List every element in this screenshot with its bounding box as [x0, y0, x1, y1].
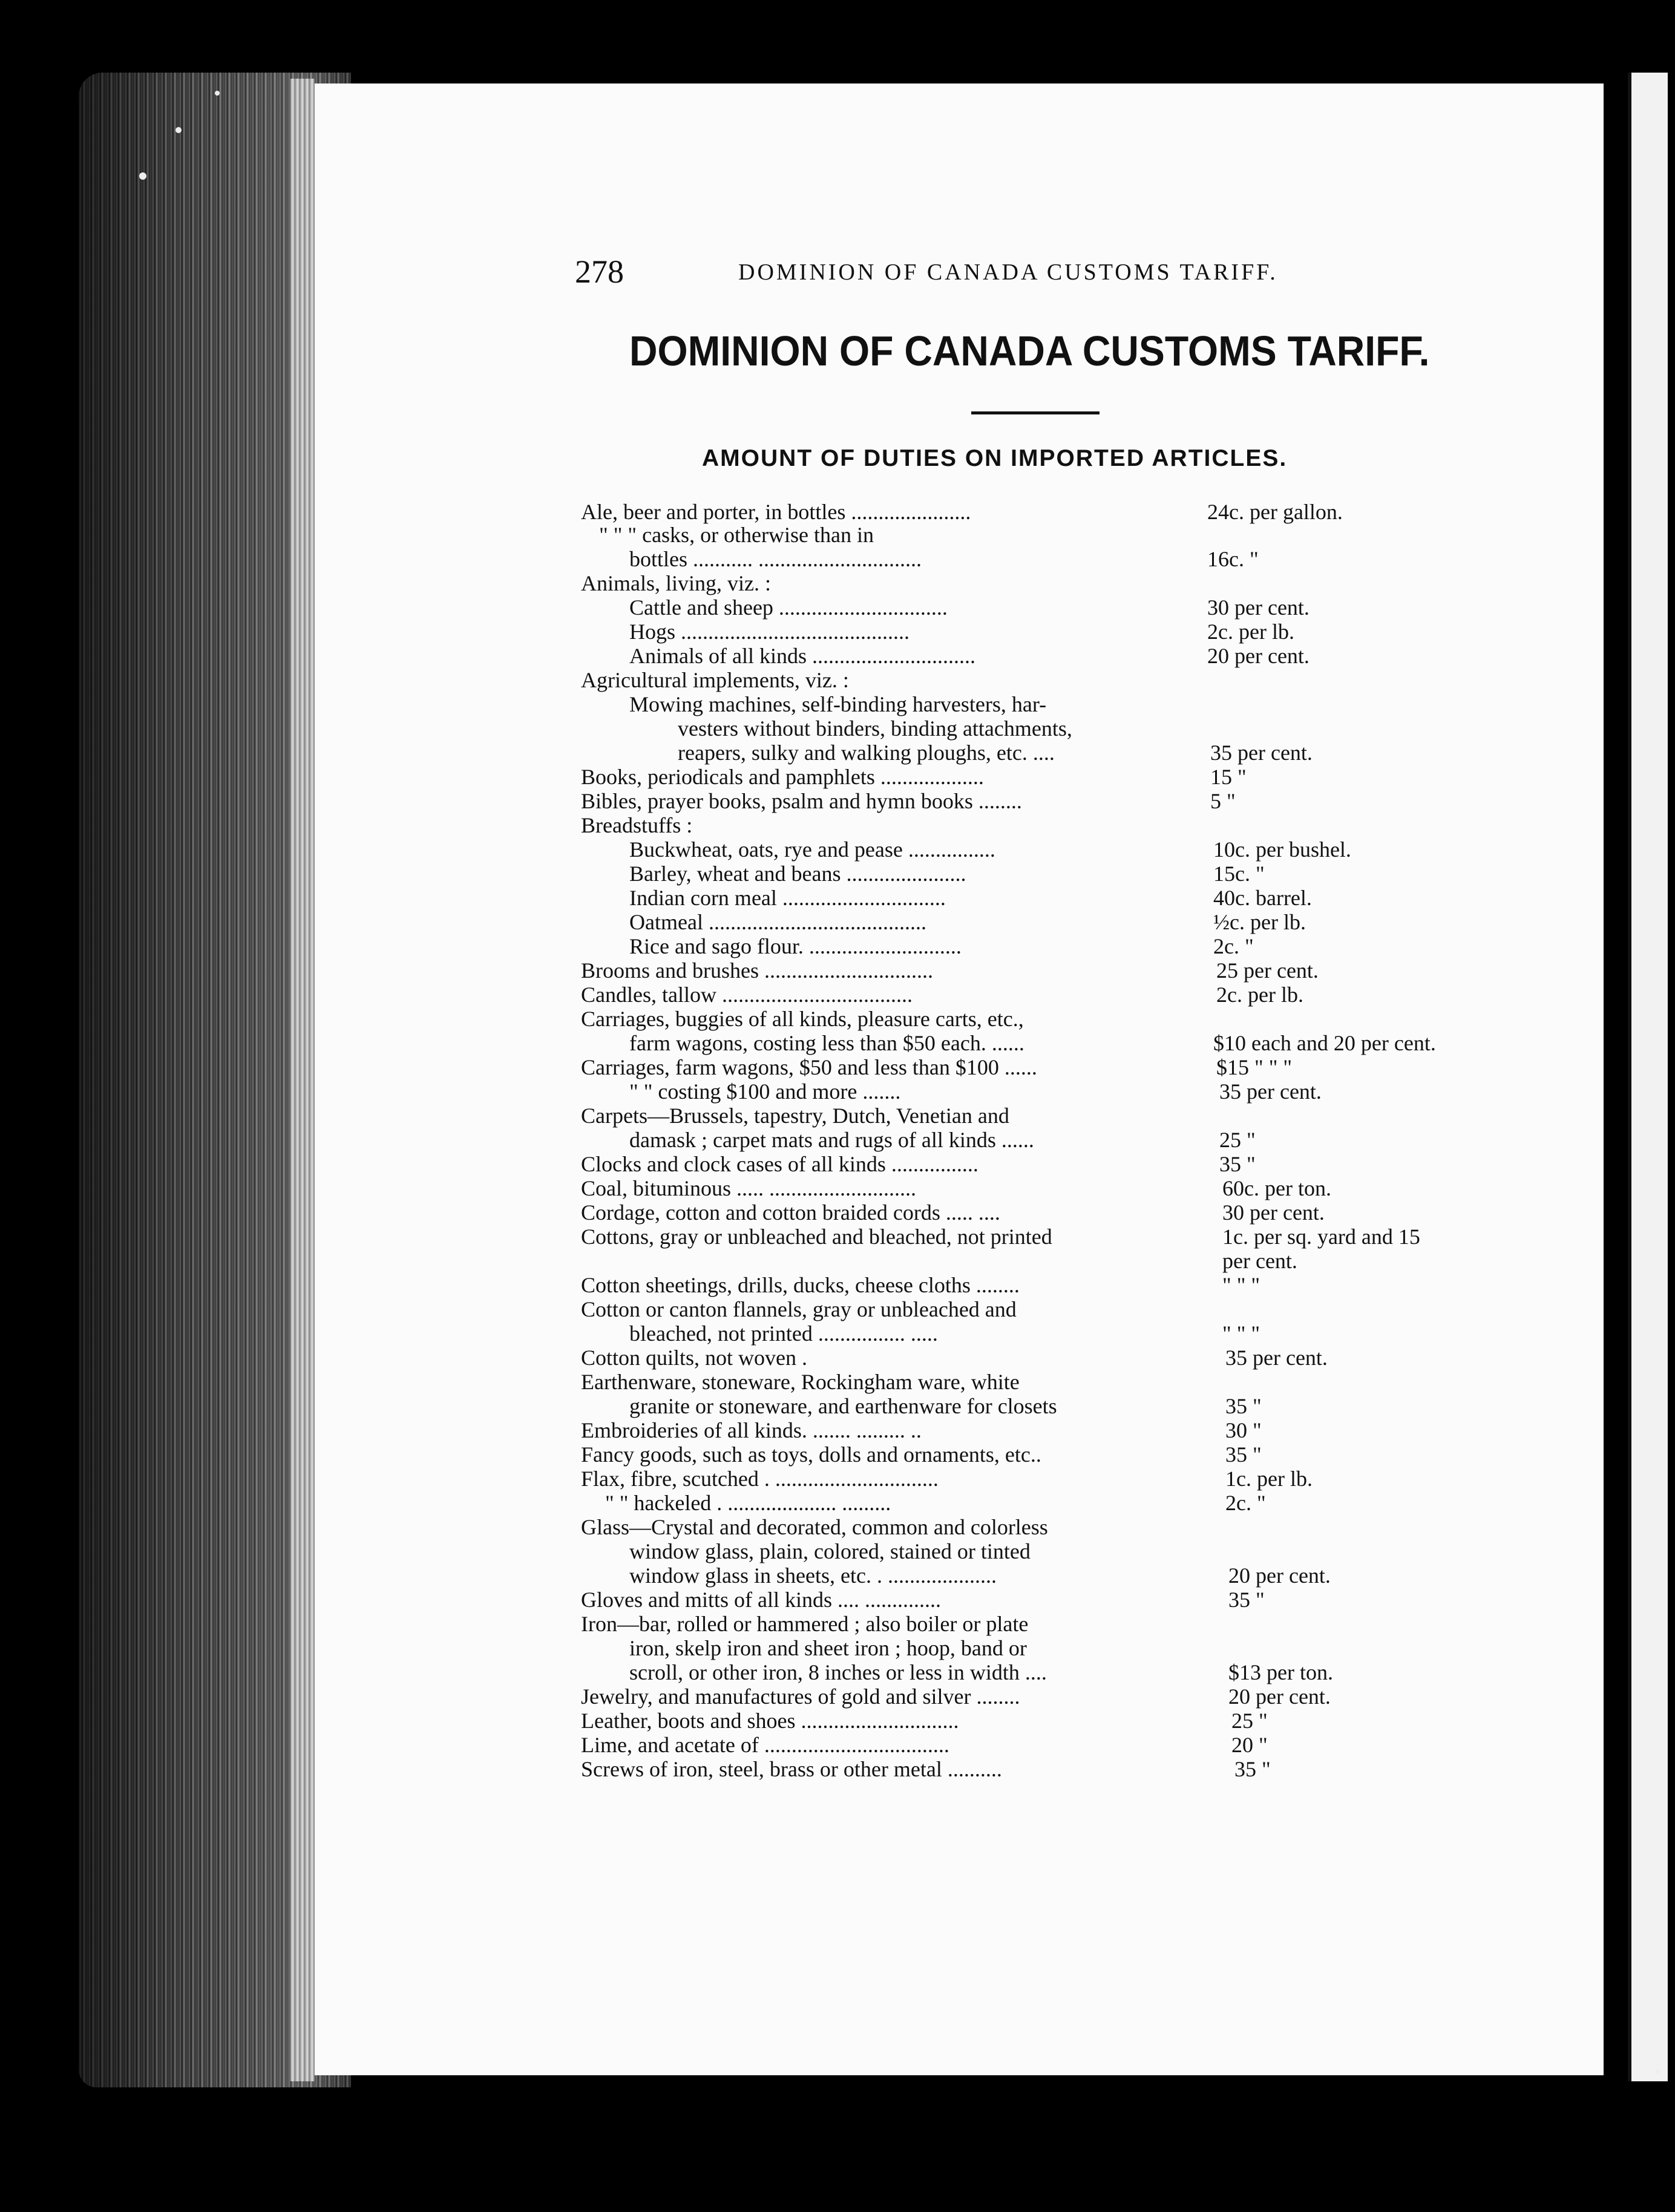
article-text: scroll, or other iron, 8 inches or less in width ....	[629, 1660, 1047, 1684]
article-text: " " " casks, or otherwise than in	[599, 523, 874, 547]
article-text: Cotton or canton flannels, gray or unbleached and	[581, 1297, 1017, 1321]
tariff-entry	[581, 1079, 1525, 1104]
duty-text: 30 "	[1225, 1418, 1262, 1442]
article-text: Earthenware, stoneware, Rockingham ware, white	[581, 1370, 1020, 1394]
facing-page-strip	[1628, 73, 1668, 2081]
article-text: Carriages, buggies of all kinds, pleasure carts, etc.,	[581, 1007, 1024, 1031]
tariff-entry	[581, 1491, 1525, 1515]
tariff-entry	[581, 595, 1525, 620]
tariff-entry	[581, 741, 1525, 765]
tariff-entry	[581, 1225, 1525, 1249]
duty-text: 25 per cent.	[1216, 958, 1319, 983]
duty-text: 35 per cent.	[1219, 1079, 1322, 1104]
article-text: bottles ........... ..............................	[629, 547, 922, 571]
article-text: " " costing $100 and more .......	[629, 1079, 901, 1104]
article-text: iron, skelp iron and sheet iron ; hoop, band or	[629, 1636, 1027, 1660]
duty-text: 16c. "	[1207, 547, 1259, 571]
tariff-entry	[581, 958, 1525, 983]
duty-text: 25 "	[1219, 1128, 1256, 1152]
article-text: Animals, living, viz. :	[581, 571, 771, 595]
book-edge-highlight	[290, 79, 315, 2081]
article-text: Lime, and acetate of ..................................	[581, 1733, 949, 1757]
duty-text: 25 "	[1231, 1709, 1268, 1733]
running-head	[575, 253, 1343, 289]
tariff-entry	[581, 644, 1525, 668]
tariff-entry	[581, 1709, 1525, 1733]
duty-text: 1c. per sq. yard and 15	[1222, 1225, 1420, 1249]
article-text: Cotton quilts, not woven .	[581, 1346, 808, 1370]
article-text: Carriages, farm wagons, $50 and less than $100 ......	[581, 1055, 1037, 1079]
article-text: Flax, fibre, scutched . ..............................	[581, 1467, 939, 1491]
duty-text: 20 per cent.	[1228, 1563, 1331, 1588]
tariff-entry	[581, 813, 1525, 837]
tariff-entry	[581, 1297, 1525, 1321]
article-text: Barley, wheat and beans ......................	[629, 862, 966, 886]
tariff-entry	[581, 1370, 1525, 1394]
duty-text: 30 per cent.	[1207, 595, 1310, 620]
page-number: 278	[575, 254, 624, 290]
article-text: Cattle and sheep ...............................	[629, 595, 948, 620]
duty-text: 35 "	[1234, 1757, 1271, 1781]
article-text: Oatmeal ........................................	[629, 910, 926, 934]
article-text: Carpets—Brussels, tapestry, Dutch, Venetian and	[581, 1104, 1009, 1128]
duty-text: 20 per cent.	[1228, 1684, 1331, 1709]
tariff-entry	[581, 1200, 1525, 1225]
tariff-entry	[581, 789, 1525, 813]
running-head-title: DOMINION OF CANADA CUSTOMS TARIFF.	[738, 260, 1278, 285]
duty-text: 60c. per ton.	[1222, 1176, 1331, 1200]
tariff-entry	[581, 1733, 1525, 1757]
scan-speck	[215, 91, 220, 96]
duty-text: " " "	[1222, 1321, 1260, 1346]
duty-text: 2c. "	[1225, 1491, 1266, 1515]
article-text: reapers, sulky and walking ploughs, etc. ....	[678, 741, 1055, 765]
duty-text: 35 per cent.	[1225, 1346, 1328, 1370]
duty-text: $10 each and 20 per cent.	[1213, 1031, 1436, 1055]
tariff-entry	[581, 862, 1525, 886]
tariff-entry	[581, 886, 1525, 910]
duty-text: 30 per cent.	[1222, 1200, 1325, 1225]
tariff-entry	[581, 910, 1525, 934]
article-text: Hogs ..........................................	[629, 620, 910, 644]
tariff-entry	[581, 716, 1525, 741]
tariff-entry	[581, 692, 1525, 716]
duty-text: 20 per cent.	[1207, 644, 1310, 668]
tariff-entry	[581, 1588, 1525, 1612]
tariff-entry	[581, 1612, 1525, 1636]
article-text: Animals of all kinds ..............................	[629, 644, 975, 668]
article-text: Fancy goods, such as toys, dolls and ornaments, etc..	[581, 1442, 1041, 1467]
tariff-entry	[581, 1563, 1525, 1588]
article-text: Glass—Crystal and decorated, common and colorless	[581, 1515, 1048, 1539]
page-title: DOMINION OF CANADA CUSTOMS TARIFF.	[629, 327, 1430, 375]
duty-text: ½c. per lb.	[1213, 910, 1306, 934]
tariff-entry	[581, 934, 1525, 958]
tariff-entry	[581, 1515, 1525, 1539]
article-text: " " hackeled . .................... .........	[605, 1491, 891, 1515]
tariff-entry	[581, 1394, 1525, 1418]
article-text: Brooms and brushes ...............................	[581, 958, 933, 983]
scan-speck	[1655, 2069, 1660, 2074]
tariff-entry	[581, 1346, 1525, 1370]
tariff-entry	[581, 1128, 1525, 1152]
tariff-entry	[581, 1660, 1525, 1684]
article-text: Bibles, prayer books, psalm and hymn books ........	[581, 789, 1022, 813]
tariff-entry	[581, 765, 1525, 789]
article-text: damask ; carpet mats and rugs of all kinds ......	[629, 1128, 1034, 1152]
duty-text: 1c. per lb.	[1225, 1467, 1313, 1491]
tariff-entry	[581, 1757, 1525, 1781]
tariff-entry	[581, 1321, 1525, 1346]
duty-text: 35 "	[1228, 1588, 1265, 1612]
article-text: Iron—bar, rolled or hammered ; also boiler or plate	[581, 1612, 1029, 1636]
article-text: Cordage, cotton and cotton braided cords ..... ....	[581, 1200, 1000, 1225]
duty-text: 35 per cent.	[1210, 741, 1313, 765]
tariff-entry	[581, 983, 1525, 1007]
article-text: Leather, boots and shoes .............................	[581, 1709, 959, 1733]
duty-text: 15 "	[1210, 765, 1247, 789]
tariff-entry	[581, 1684, 1525, 1709]
article-text: vesters without binders, binding attachments,	[678, 716, 1072, 741]
article-text: window glass, plain, colored, stained or tinted	[629, 1539, 1031, 1563]
duty-text: $15 " " "	[1216, 1055, 1293, 1079]
tariff-entry	[581, 1055, 1525, 1079]
tariff-entry	[581, 1249, 1525, 1273]
duty-text: 40c. barrel.	[1213, 886, 1312, 910]
article-text: Candles, tallow ...................................	[581, 983, 913, 1007]
tariff-entry	[581, 571, 1525, 595]
tariff-entry	[581, 1176, 1525, 1200]
duty-text: 2c. per lb.	[1207, 620, 1294, 644]
tariff-entry	[581, 523, 1525, 547]
title-rule	[971, 411, 1100, 414]
scan-speck	[139, 172, 146, 180]
article-text: farm wagons, costing less than $50 each. ......	[629, 1031, 1024, 1055]
article-text: window glass in sheets, etc. . ....................	[629, 1563, 997, 1588]
tariff-entry	[581, 500, 1525, 524]
tariff-entry	[581, 1636, 1525, 1660]
article-text: granite or stoneware, and earthenware for closets	[629, 1394, 1057, 1418]
duty-text: 35 "	[1219, 1152, 1256, 1176]
duty-text: 15c. "	[1213, 862, 1265, 886]
duty-text: 24c. per gallon.	[1207, 500, 1343, 524]
tariff-entry	[581, 620, 1525, 644]
article-text: Cotton sheetings, drills, ducks, cheese cloths ........	[581, 1273, 1020, 1297]
article-text: Buckwheat, oats, rye and pease ................	[629, 837, 995, 862]
article-text: Books, periodicals and pamphlets ...................	[581, 765, 984, 789]
article-text: Rice and sago flour. ............................	[629, 934, 962, 958]
duty-text: 2c. per lb.	[1216, 983, 1303, 1007]
section-subtitle: AMOUNT OF DUTIES ON IMPORTED ARTICLES.	[702, 445, 1288, 471]
tariff-entry	[581, 1273, 1525, 1297]
article-text: Screws of iron, steel, brass or other metal ..........	[581, 1757, 1002, 1781]
duty-text: $13 per ton.	[1228, 1660, 1333, 1684]
duty-text: " " "	[1222, 1273, 1260, 1297]
tariff-entry	[581, 547, 1525, 571]
tariff-entry	[581, 1007, 1525, 1031]
duty-text: 10c. per bushel.	[1213, 837, 1351, 862]
tariff-entry	[581, 1152, 1525, 1176]
article-text: Embroideries of all kinds. ....... ......... ..	[581, 1418, 922, 1442]
article-text: Agricultural implements, viz. :	[581, 668, 849, 692]
article-text: Mowing machines, self-binding harvesters, har-	[629, 692, 1047, 716]
tariff-entry	[581, 1442, 1525, 1467]
article-text: Jewelry, and manufactures of gold and silver ........	[581, 1684, 1020, 1709]
duty-text: per cent.	[1222, 1249, 1297, 1273]
duty-text: 5 "	[1210, 789, 1236, 813]
article-text: bleached, not printed ................ .....	[629, 1321, 938, 1346]
tariff-entry	[581, 1539, 1525, 1563]
tariff-entry	[581, 1104, 1525, 1128]
tariff-entry	[581, 1467, 1525, 1491]
tariff-entry	[581, 668, 1525, 692]
tariff-entry	[581, 1031, 1525, 1055]
scan-speck	[175, 127, 182, 133]
article-text: Indian corn meal ..............................	[629, 886, 946, 910]
article-text: Clocks and clock cases of all kinds ................	[581, 1152, 978, 1176]
article-text: Breadstuffs :	[581, 813, 693, 837]
article-text: Coal, bituminous ..... ...........................	[581, 1176, 917, 1200]
article-text: Gloves and mitts of all kinds .... ..............	[581, 1588, 941, 1612]
tariff-entry	[581, 1418, 1525, 1442]
duty-text: 2c. "	[1213, 934, 1254, 958]
duty-text: 20 "	[1231, 1733, 1268, 1757]
duty-text: 35 "	[1225, 1394, 1262, 1418]
article-text: Cottons, gray or unbleached and bleached, not printed	[581, 1225, 1052, 1249]
article-text: Ale, beer and porter, in bottles ......................	[581, 500, 971, 524]
duty-text: 35 "	[1225, 1442, 1262, 1467]
tariff-entry	[581, 837, 1525, 862]
